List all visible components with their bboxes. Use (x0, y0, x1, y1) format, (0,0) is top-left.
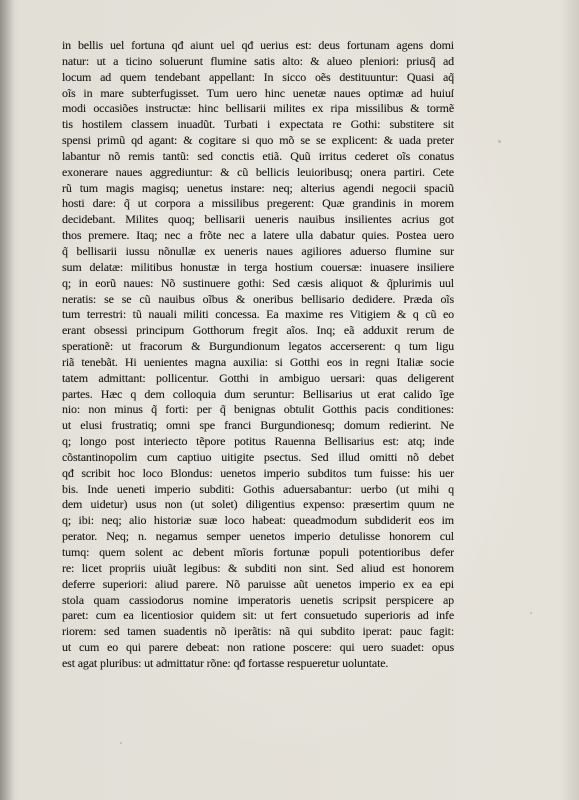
binding-gutter-shadow (0, 0, 14, 800)
text-line: cõstantinopolim cum captiuo uitigite psectus. Sed illud omitti nõ debet (62, 449, 454, 464)
text-line: perator. Neq; n. negamus semper uenetos imperio detulisse honorem cul (62, 529, 454, 544)
text-line: locum ad quem tendebant appellant: In sicco oẽs destituuntur: Quasi aq̃ (62, 69, 454, 84)
text-line: stola quam cassiodorus nomine imperatoris uenetis scripsit perspicere ap (62, 592, 454, 607)
text-line: partes. Hæc q dem colloquia dum seruntur: Bellisarius ut erat calido ĩge (62, 386, 454, 401)
text-line: decidebant. Milites quoq; bellisarii ueneris nauibus insilientes acrius got (62, 212, 454, 227)
text-line: tum terrestri: tũ nauali militi concessa. Ea maxime res Vitigiem & q cũ eo (62, 307, 454, 322)
text-line: q; ibi: neq; alio historiæ suæ loco habeat: queadmodum subdiderit eos im (62, 513, 454, 528)
text-line: thos premere. Itaq; nec a frõte nec a latere ulla dabatur quies. Postea uero (62, 228, 454, 243)
paper-speck (120, 742, 122, 744)
text-line: erant obsessi principum Gotthorum fregit aĩos. Inq; eã adduxit rerum de (62, 323, 454, 338)
text-line: ut cum eo qui parere debeat: non ratione poscere: qui uero suadet: opus (62, 640, 454, 655)
text-line: q; longo post interiecto tẽpore potitus Rauenna Bellisarius est: atq; inde (62, 434, 454, 449)
paper-speck (498, 140, 501, 143)
text-line: tumq: quem solent ac debent mĩoris fortunæ populi potentioribus defer (62, 545, 454, 559)
text-line: neratis: se se cũ nauibus oĩbus & oneribus bellisario dedidere. Præda oĩs (62, 291, 454, 306)
text-line: tatem admittant: pollicentur. Gotthi in ambiguo uersari: quas deligerent (62, 370, 454, 385)
text-line: q̃ bellisarii iussu nõnullæ ex ueneris naues agiliores aduerso flumine sur (62, 243, 454, 258)
text-line: natur: ut a ticino soluerunt flumine satis alto: & alueo pleniori: priusq̃ ad (62, 53, 454, 68)
text-line: rũ tum magis magisq; uenetus instare: neq; alterius agendi negocii spaciũ (62, 180, 454, 195)
text-line: nio: non minus q̃ forti: per q̃ benignas obtulit Gotthis pacis conditiones: (62, 402, 454, 417)
text-line: sum delatæ: militibus honustæ in terga hostium couersæ: inuasere insiliere (62, 259, 454, 274)
text-line: oĩs in mare subterfugisset. Tum uero hinc uenetæ naues optimæ ad huiuſ (62, 85, 454, 100)
text-line: qđ scribit hoc loco Blondus: uenetos imperio subditos tum fuisse: his uer (62, 465, 454, 480)
text-line: sperationẽ: ut fracorum & Burgundionum legatos accerserent: q tum ligu (62, 339, 454, 354)
paper-speck (530, 612, 532, 614)
text-line: hosti dare: q̃ ut corpora a missilibus pregerent: Quæ grandinis in morem (62, 196, 454, 211)
text-line: ut elusi frustratiq; omni spe franci Burgundionesq; domum redierint. Ne (62, 418, 454, 433)
text-line: spensi primũ qd agant: & cogitare si quo mõ se se explicent: & uada preter (62, 133, 454, 148)
text-line: q; in eorũ naues: Nõ sustinuere gothi: Sed cæsis aliquot & q̃plurimis uul (62, 275, 454, 290)
text-line: re: licet propriis uiuãt legibus: & subditi non sint. Sed aliud est honorem (62, 560, 454, 575)
text-line: bis. Inde ueneti imperio subditi: Gothis aduersabantur: uerbo (ut mihi q (62, 481, 454, 496)
text-line: riorem: sed tamen suadentis nõ iperãtis: nã qui subdito iperat: pauc fagit: (62, 624, 454, 639)
text-line: paret: cum ea licentiosior quidem sit: ut fert consuetudo superioris ad infe (62, 608, 454, 623)
text-line: labantur nõ remis tantũ: sed conctis etiã. Quũ irritus cederet oĩs conatus (62, 148, 454, 163)
text-line: deferre superiori: aliud parere. Nõ paruisse aũt uenetos imperio ex ea epi (62, 576, 454, 591)
text-line: in bellis uel fortuna qđ aiunt uel qđ uerius est: deus fortunam agens domi (62, 38, 454, 52)
text-line: dem uidetur) usus non (ut solet) diligentius expenso: præsertim quum ne (62, 497, 454, 512)
text-line: modi occasiões instructæ: hinc bellisarii milites ex ripa missilibus & tormẽ (62, 101, 454, 116)
text-line: tis hostilem classem inuadũt. Turbati i expectata re Gothi: substitere sit (62, 117, 454, 132)
body-text (62, 38, 454, 672)
text-line: riã tenebãt. Hi uenientes magna auxilia: si Gotthi eos in regni Italiæ socie (62, 354, 454, 369)
text-line: exonerare naues aggrediuntur: & cũ bellicis leuioribusq; onera partiri. Cete (62, 164, 454, 179)
text-line: est agat pluribus: ut admittatur rõne: qđ fortasse respueretur uoluntate. (62, 655, 389, 670)
